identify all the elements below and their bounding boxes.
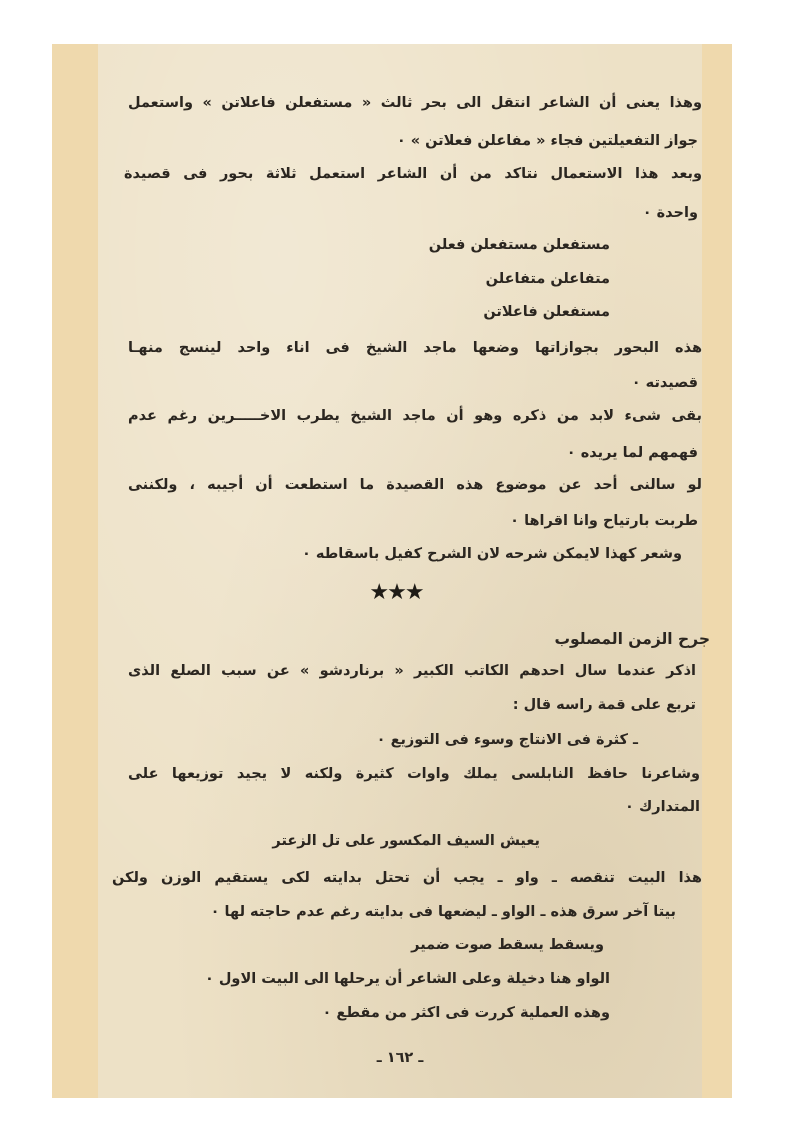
text-line: جواز التفعيلتين فجاء « مفاعلن فعلاتن » ٠ (396, 133, 698, 149)
text-line: هذه البحور بجوازاتها وضعها ماجد الشيخ فى اناء واحد لينسج منهـا (128, 340, 702, 356)
verse-line: ويسقط يسقط صوت ضمير (411, 937, 604, 953)
page-number: ـ ١٦٢ ـ (376, 1050, 424, 1066)
verse-line: مستفعلن فاعلاتن (483, 304, 610, 320)
text-line: بقى شىء لابد من ذكره وهو أن ماجد الشيخ يطرب الاخـــــرين رغم عدم (128, 408, 702, 424)
section-divider-stars: ★★★ (369, 580, 423, 605)
text-line: وبعد هذا الاستعمال نتاكد من أن الشاعر استعمل ثلاثة بحور فى قصيدة (124, 166, 702, 182)
text-line: بيتا آخر سرق هذه ـ الواو ـ ليضعها فى بدايته رغم عدم حاجته لها ٠ (210, 904, 676, 920)
text-line: المتدارك ٠ (625, 799, 700, 815)
text-line: اذكر عندما سال احدهم الكاتب الكبير « برناردشو » عن سبب الصلع الذى (128, 663, 696, 679)
text-line: وشاعرنا حافظ النابلسى يملك واوات كثيرة ولكنه لا يجيد توزيعها على (128, 766, 700, 782)
text-line: ـ كثرة فى الانتاج وسوء فى التوزيع ٠ (376, 732, 638, 748)
text-line: وهذه العملية كررت فى اكثر من مقطع ٠ (322, 1005, 610, 1021)
verse-line: مستفعلن مستفعلن فعلن (428, 237, 610, 253)
verse-line: متفاعلن متفاعلن (485, 271, 610, 287)
text-line: تربع على قمة راسه قال : (512, 697, 696, 713)
text-line: وشعر كهذا لايمكن شرحه لان الشرح كفيل باسقاطه ٠ (301, 546, 682, 562)
text-line: وهذا يعنى أن الشاعر انتقل الى بحر ثالث « مستفعلن فاعلاتن » واستعمل (128, 95, 702, 111)
section-heading: جرح الزمن المصلوب (554, 630, 710, 648)
text-line: فهمهم لما يريده ٠ (566, 445, 698, 461)
verse-line: يعيش السيف المكسور على تل الزعتر (272, 833, 540, 849)
text-line: واحدة ٠ (642, 205, 698, 221)
text-line: طربت بارتياح وانا اقراها ٠ (510, 513, 698, 529)
text-line: الواو هنا دخيلة وعلى الشاعر أن يرحلها الى البيت الاول ٠ (204, 971, 610, 987)
text-line: هذا البيت تنقصه ـ واو ـ يجب أن تحتل بدايته لكى يستقيم الوزن ولكن (112, 870, 702, 886)
text-line: لو سالنى أحد عن موضوع هذه القصيدة ما استطعت أن أجيبه ، ولكننى (128, 477, 702, 493)
text-line: قصيدته ٠ (631, 375, 698, 391)
